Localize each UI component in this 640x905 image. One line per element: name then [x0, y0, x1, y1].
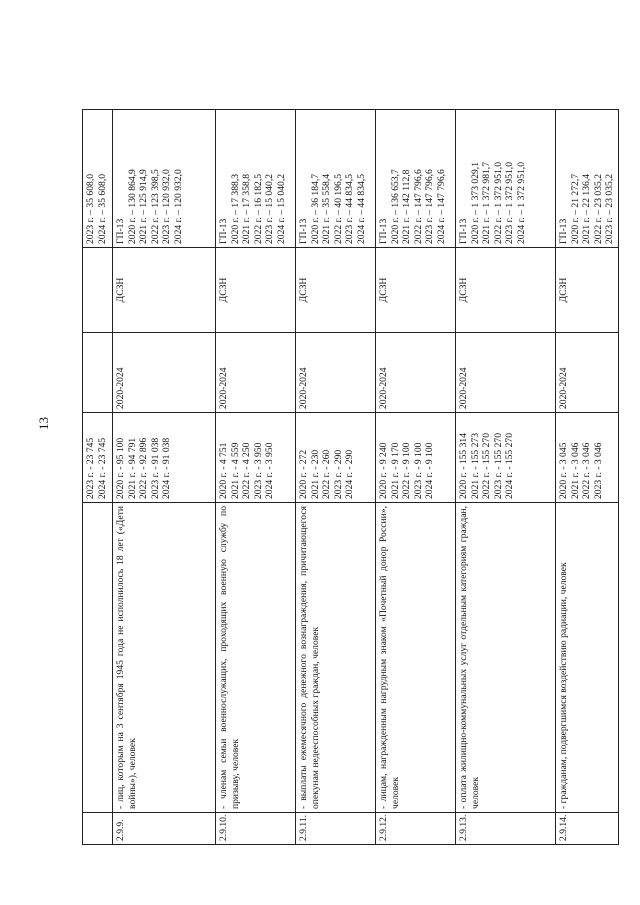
table-row	[83, 110, 113, 845]
row-executor: ДСЗН	[216, 248, 296, 333]
row-number: 2.9.10.	[216, 813, 296, 845]
funding-value: 2021 г. – 17 358,8	[241, 173, 253, 244]
row-period: 2020-2024	[456, 333, 556, 413]
indicator-value: 2021 г. - 155 273	[469, 432, 481, 499]
funding-value: ГП-13	[298, 218, 309, 244]
funding-value: ГП-13	[115, 218, 126, 244]
funding-value: 2024 г. – 35 608,0	[96, 173, 108, 244]
row-executor: ДСЗН	[456, 248, 556, 333]
indicator-value: 2022 г. - 4 250	[241, 442, 253, 499]
funding-value: 2022 г. – 123 398,5	[149, 169, 161, 244]
row-funding-source	[216, 110, 296, 248]
indicator-value: 2021 г. - 3 046	[569, 442, 581, 499]
funding-value: 2023 г. – 23 035,2	[604, 173, 616, 244]
row-number: 2.9.11.	[296, 813, 376, 845]
indicator-value: 2021 г. - 4 559	[229, 442, 241, 499]
row-period: 2020-2024	[113, 333, 216, 413]
table-row	[296, 110, 376, 845]
funding-value: 2023 г. – 15 040,2	[264, 173, 276, 244]
funding-value: 2021 г. – 142 112,8	[401, 169, 413, 244]
table-row	[556, 110, 619, 845]
measures-table	[82, 109, 619, 845]
funding-value: 2021 г. – 125 914,9	[138, 169, 150, 244]
row-description: - членам семьи военнослужащих, проходящих военную службу по призыву, человек	[216, 503, 296, 813]
indicator-value: 2023 г. - 290	[332, 449, 344, 499]
rotated-table-container	[82, 110, 616, 845]
row-number	[83, 813, 113, 845]
funding-value: 2020 г. – 136 653,7	[389, 169, 401, 244]
row-funding-source	[113, 110, 216, 248]
row-indicator-values	[83, 413, 113, 503]
row-indicator-values	[456, 413, 556, 503]
indicator-value: 2021 г. - 9 170	[389, 442, 401, 499]
funding-value: 2023 г. – 44 834,5	[344, 173, 356, 244]
indicator-value: 2020 г. - 4 751	[218, 442, 229, 499]
funding-value: 2023 г. – 35 608,0	[85, 173, 96, 244]
indicator-value: 2023 г. - 3 046	[592, 442, 604, 499]
indicator-value: 2020 г. - 9 240	[378, 442, 389, 499]
row-funding-source	[556, 110, 619, 248]
table-row	[376, 110, 456, 845]
funding-value: 2024 г. – 147 796,6	[435, 169, 447, 244]
indicator-value: 2024 г. - 290	[344, 449, 356, 499]
indicator-value: 2024 г. - 91 038	[161, 437, 173, 499]
indicator-value: 2022 г. - 9 100	[401, 442, 413, 499]
row-executor: ДСЗН	[376, 248, 456, 333]
funding-value: ГП-13	[378, 218, 389, 244]
row-description	[83, 503, 113, 813]
funding-value: 2021 г. – 22 136,4	[581, 173, 593, 244]
funding-value: 2020 г. – 36 184,7	[309, 173, 321, 244]
row-period	[83, 333, 113, 413]
table-row	[216, 110, 296, 845]
indicator-value: 2020 г. - 95 100	[115, 437, 126, 499]
row-executor	[83, 248, 113, 333]
funding-value: ГП-13	[218, 218, 229, 244]
funding-value: 2023 г. – 147 796,6	[424, 169, 436, 244]
funding-value: 2020 г. – 17 388,3	[229, 173, 241, 244]
funding-value: 2022 г. – 23 035,2	[592, 173, 604, 244]
indicator-value: 2020 г. - 272	[298, 449, 309, 499]
row-number: 2.9.9.	[113, 813, 216, 845]
table-row	[456, 110, 556, 845]
indicator-value: 2022 г. - 260	[321, 449, 333, 499]
row-executor: ДСЗН	[296, 248, 376, 333]
indicator-value: 2024 г. - 23 745	[96, 437, 108, 499]
row-number: 2.9.14.	[556, 813, 619, 845]
row-description: - лиц, которым на 3 сентября 1945 года не исполнилось 18 лет («Дети войны»), человек	[113, 503, 216, 813]
indicator-value: 2020 г. - 3 045	[558, 442, 569, 499]
funding-value: ГП-13	[458, 218, 469, 244]
row-funding-source	[296, 110, 376, 248]
indicator-value: 2023 г. - 23 745	[85, 437, 96, 499]
row-description: - гражданам, подвергшимся воздействию радиации, человек	[556, 503, 619, 813]
row-description: - лицам, награжденным нагрудным знаком «Почетный донор России», человек	[376, 503, 456, 813]
indicator-value: 2024 г. - 155 270	[504, 432, 516, 499]
row-number: 2.9.12.	[376, 813, 456, 845]
indicator-value: 2020 г. - 155 314	[458, 432, 469, 499]
indicator-value: 2023 г. - 155 270	[492, 432, 504, 499]
indicator-value: 2022 г. - 92 896	[138, 437, 150, 499]
funding-value: 2024 г. – 120 932,0	[172, 169, 184, 244]
row-indicator-values	[296, 413, 376, 503]
row-description: - выплаты ежемесячного денежного вознаграждения, причитающегося опекунам недееспособных граждан, человек	[296, 503, 376, 813]
funding-value: 2024 г. – 15 040,2	[275, 173, 287, 244]
funding-value: 2023 г. – 1 372 951,0	[504, 161, 516, 244]
indicator-value: 2022 г. - 155 270	[481, 432, 493, 499]
row-period: 2020-2024	[296, 333, 376, 413]
indicator-value: 2021 г. - 94 791	[126, 437, 138, 499]
row-funding-source	[376, 110, 456, 248]
row-funding-source	[83, 110, 113, 248]
row-funding-source	[456, 110, 556, 248]
indicator-value: 2023 г. - 9 100	[412, 442, 424, 499]
indicator-value: 2021 г. - 230	[309, 449, 321, 499]
row-indicator-values	[376, 413, 456, 503]
funding-value: 2022 г. – 1 372 951,0	[492, 161, 504, 244]
row-period: 2020-2024	[556, 333, 619, 413]
funding-value: 2020 г. – 130 864,9	[126, 169, 138, 244]
indicator-value: 2024 г. - 3 950	[264, 442, 276, 499]
funding-value: 2022 г. – 147 796,6	[412, 169, 424, 244]
row-period: 2020-2024	[216, 333, 296, 413]
funding-value: 2024 г. – 1 372 951,0	[515, 161, 527, 244]
row-period: 2020-2024	[376, 333, 456, 413]
page-number: 13	[36, 417, 51, 430]
funding-value: ГП-13	[558, 218, 569, 244]
row-indicator-values	[216, 413, 296, 503]
row-executor: ДСЗН	[556, 248, 619, 333]
indicator-value: 2022 г. - 3 046	[581, 442, 593, 499]
funding-value: 2023 г. – 120 932,0	[161, 169, 173, 244]
row-number: 2.9.13.	[456, 813, 556, 845]
row-executor: ДСЗН	[113, 248, 216, 333]
funding-value: 2021 г. – 35 558,4	[321, 173, 333, 244]
funding-value: 2022 г. – 40 196,5	[332, 173, 344, 244]
row-description: - оплата жилищно-коммунальных услуг отдельным категориям граждан, человек	[456, 503, 556, 813]
row-indicator-values	[113, 413, 216, 503]
funding-value: 2022 г. – 16 182,5	[252, 173, 264, 244]
funding-value: 2021 г. – 1 372 981,7	[481, 161, 493, 244]
row-indicator-values	[556, 413, 619, 503]
indicator-value: 2023 г. - 91 038	[149, 437, 161, 499]
funding-value: 2020 г. – 1 373 029,1	[469, 161, 481, 244]
funding-value: 2020 г. – 21 272,7	[569, 173, 581, 244]
indicator-value: 2023 г. - 3 950	[252, 442, 264, 499]
table-row	[113, 110, 216, 845]
funding-value: 2024 г. – 44 834,5	[355, 173, 367, 244]
indicator-value: 2024 г. - 9 100	[424, 442, 436, 499]
